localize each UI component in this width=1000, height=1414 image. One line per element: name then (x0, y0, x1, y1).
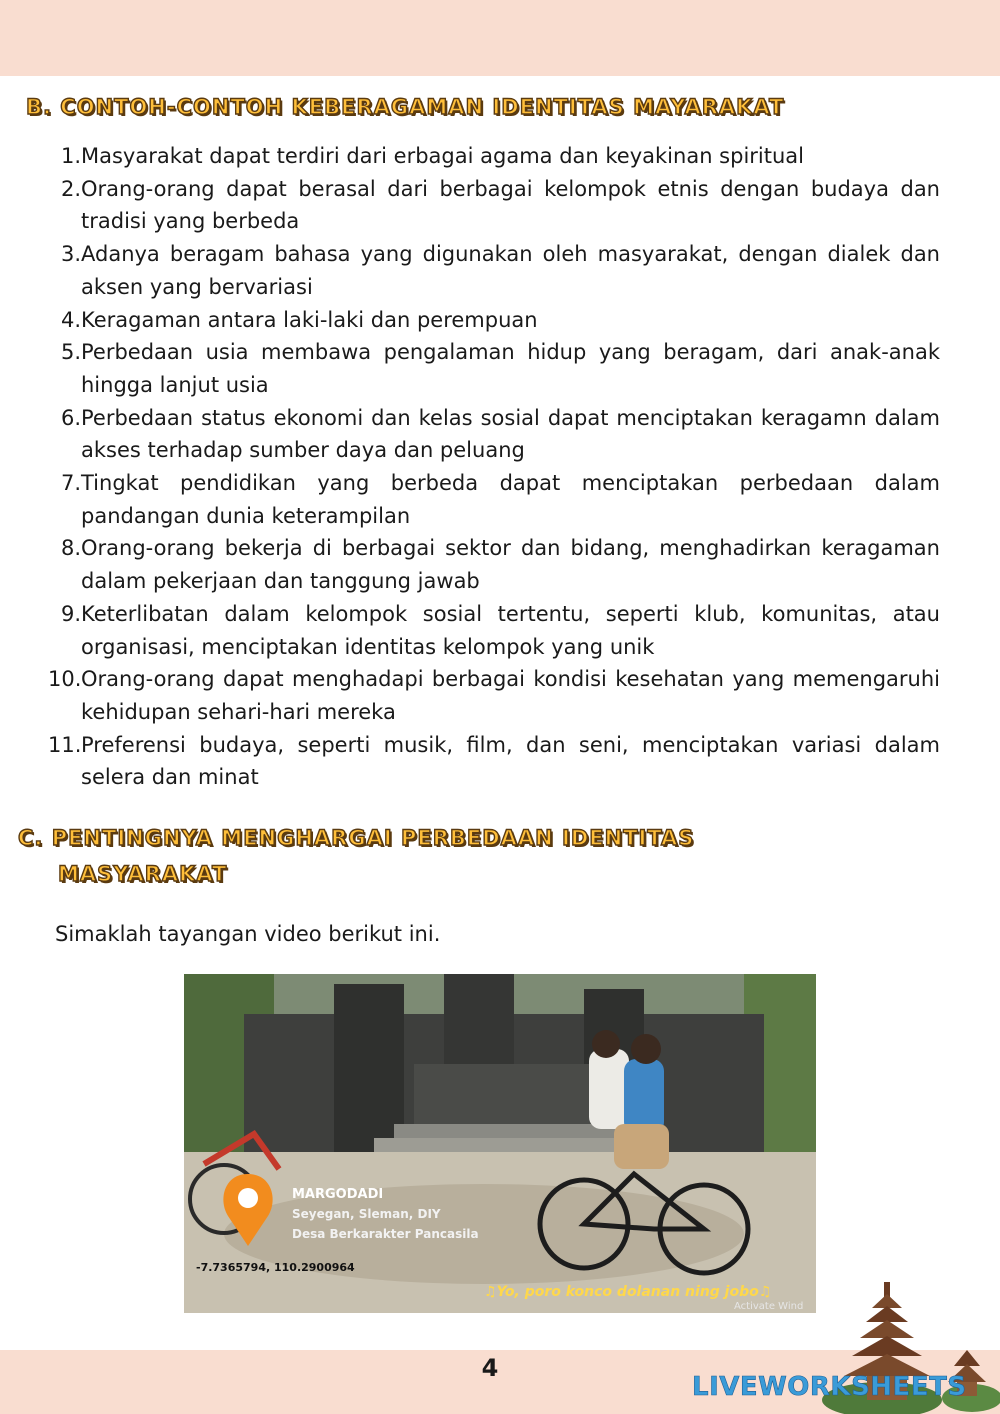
video-intro-text: Simaklah tayangan video berikut ini. (55, 922, 441, 946)
list-item-text: Perbedaan status ekonomi dan kelas sosial dapat menciptakan keragamn dalam akses terhadap sumber daya dan peluang (81, 405, 940, 463)
list-item (48, 304, 940, 337)
header-band (0, 0, 1000, 76)
list-item (48, 140, 940, 173)
list-item-number: 5. (60, 340, 81, 365)
video-still (184, 974, 816, 1313)
list-item-text: Orang-orang dapat menghadapi berbagai kondisi kesehatan yang memengaruhi kehidupan sehari-hari mereka (81, 667, 940, 724)
video-region-label: Seyegan, Sleman, DIY (292, 1207, 441, 1221)
list-item-text: Orang-orang bekerja di berbagai sektor dan bidang, menghadirkan keragaman dalam pekerjaan dan tanggung jawab (81, 536, 940, 594)
list-item-number: 1. (60, 144, 81, 168)
list-item-text: Adanya beragam bahasa yang digunakan oleh masyarakat, dengan dialek dan aksen yang bervariasi (81, 242, 940, 299)
list-item (48, 663, 940, 728)
diversity-list (48, 140, 940, 794)
activate-windows-watermark: Activate Wind (734, 1301, 804, 1312)
section-b-title: B. CONTOH-CONTOH KEBERAGAMAN IDENTITAS MAYARAKAT (26, 95, 785, 119)
video-subtitle: ♫Yo, poro konco dolanan ning jobo♫ (484, 1284, 772, 1300)
list-item-text: Masyarakat dapat terdiri dari erbagai agama dan keyakinan spiritual (81, 144, 804, 168)
section-c-title (18, 820, 818, 892)
list-item-number: 4. (60, 307, 81, 332)
list-item-number: 3. (60, 242, 81, 267)
list-item (48, 467, 940, 532)
list-item-number: 8. (60, 536, 81, 561)
section-c-title-line2: MASYARAKAT (58, 862, 228, 886)
video-coordinates: -7.7365794, 110.2900964 (196, 1261, 355, 1274)
list-item-text: Tingkat pendidikan yang berbeda dapat menciptakan perbedaan dalam pandangan dunia keterampilan (81, 471, 940, 528)
video-place-label: MARGODADI (292, 1187, 384, 1202)
video-frame[interactable] (184, 974, 816, 1313)
list-item-text: Orang-orang dapat berasal dari berbagai kelompok etnis dengan budaya dan tradisi yang berbeda (81, 176, 940, 234)
list-item-number: 6. (60, 405, 81, 430)
page-number: 4 (481, 1354, 499, 1382)
list-item (48, 402, 940, 467)
list-item-number: 11. (48, 732, 82, 757)
list-item-number: 10. (48, 667, 82, 692)
list-item-text: Keragaman antara laki-laki dan perempuan (81, 307, 538, 332)
section-c-title-line1: C. PENTINGNYA MENGHARGAI PERBEDAAN IDENTITAS (18, 826, 695, 850)
list-item (48, 598, 940, 663)
video-tagline-label: Desa Berkarakter Pancasila (292, 1227, 479, 1241)
list-item-number: 7. (60, 471, 81, 496)
list-item (48, 238, 940, 303)
list-item-text: Preferensi budaya, seperti musik, film, dan seni, menciptakan variasi dalam selera dan minat (81, 732, 940, 790)
list-item-text: Perbedaan usia membawa pengalaman hidup yang beragam, dari anak-anak hingga lanjut usia (81, 340, 940, 397)
list-item (48, 173, 940, 238)
list-item-number: 9. (60, 601, 81, 626)
liveworksheets-logo[interactable]: LIVEWORKSHEETS (692, 1372, 967, 1402)
list-item (48, 729, 940, 794)
list-item (48, 532, 940, 597)
list-item (48, 336, 940, 401)
list-item-text: Keterlibatan dalam kelompok sosial tertentu, seperti klub, komunitas, atau organisasi, menciptakan identitas kelompok yang unik (81, 601, 940, 659)
list-item-number: 2. (60, 176, 81, 201)
